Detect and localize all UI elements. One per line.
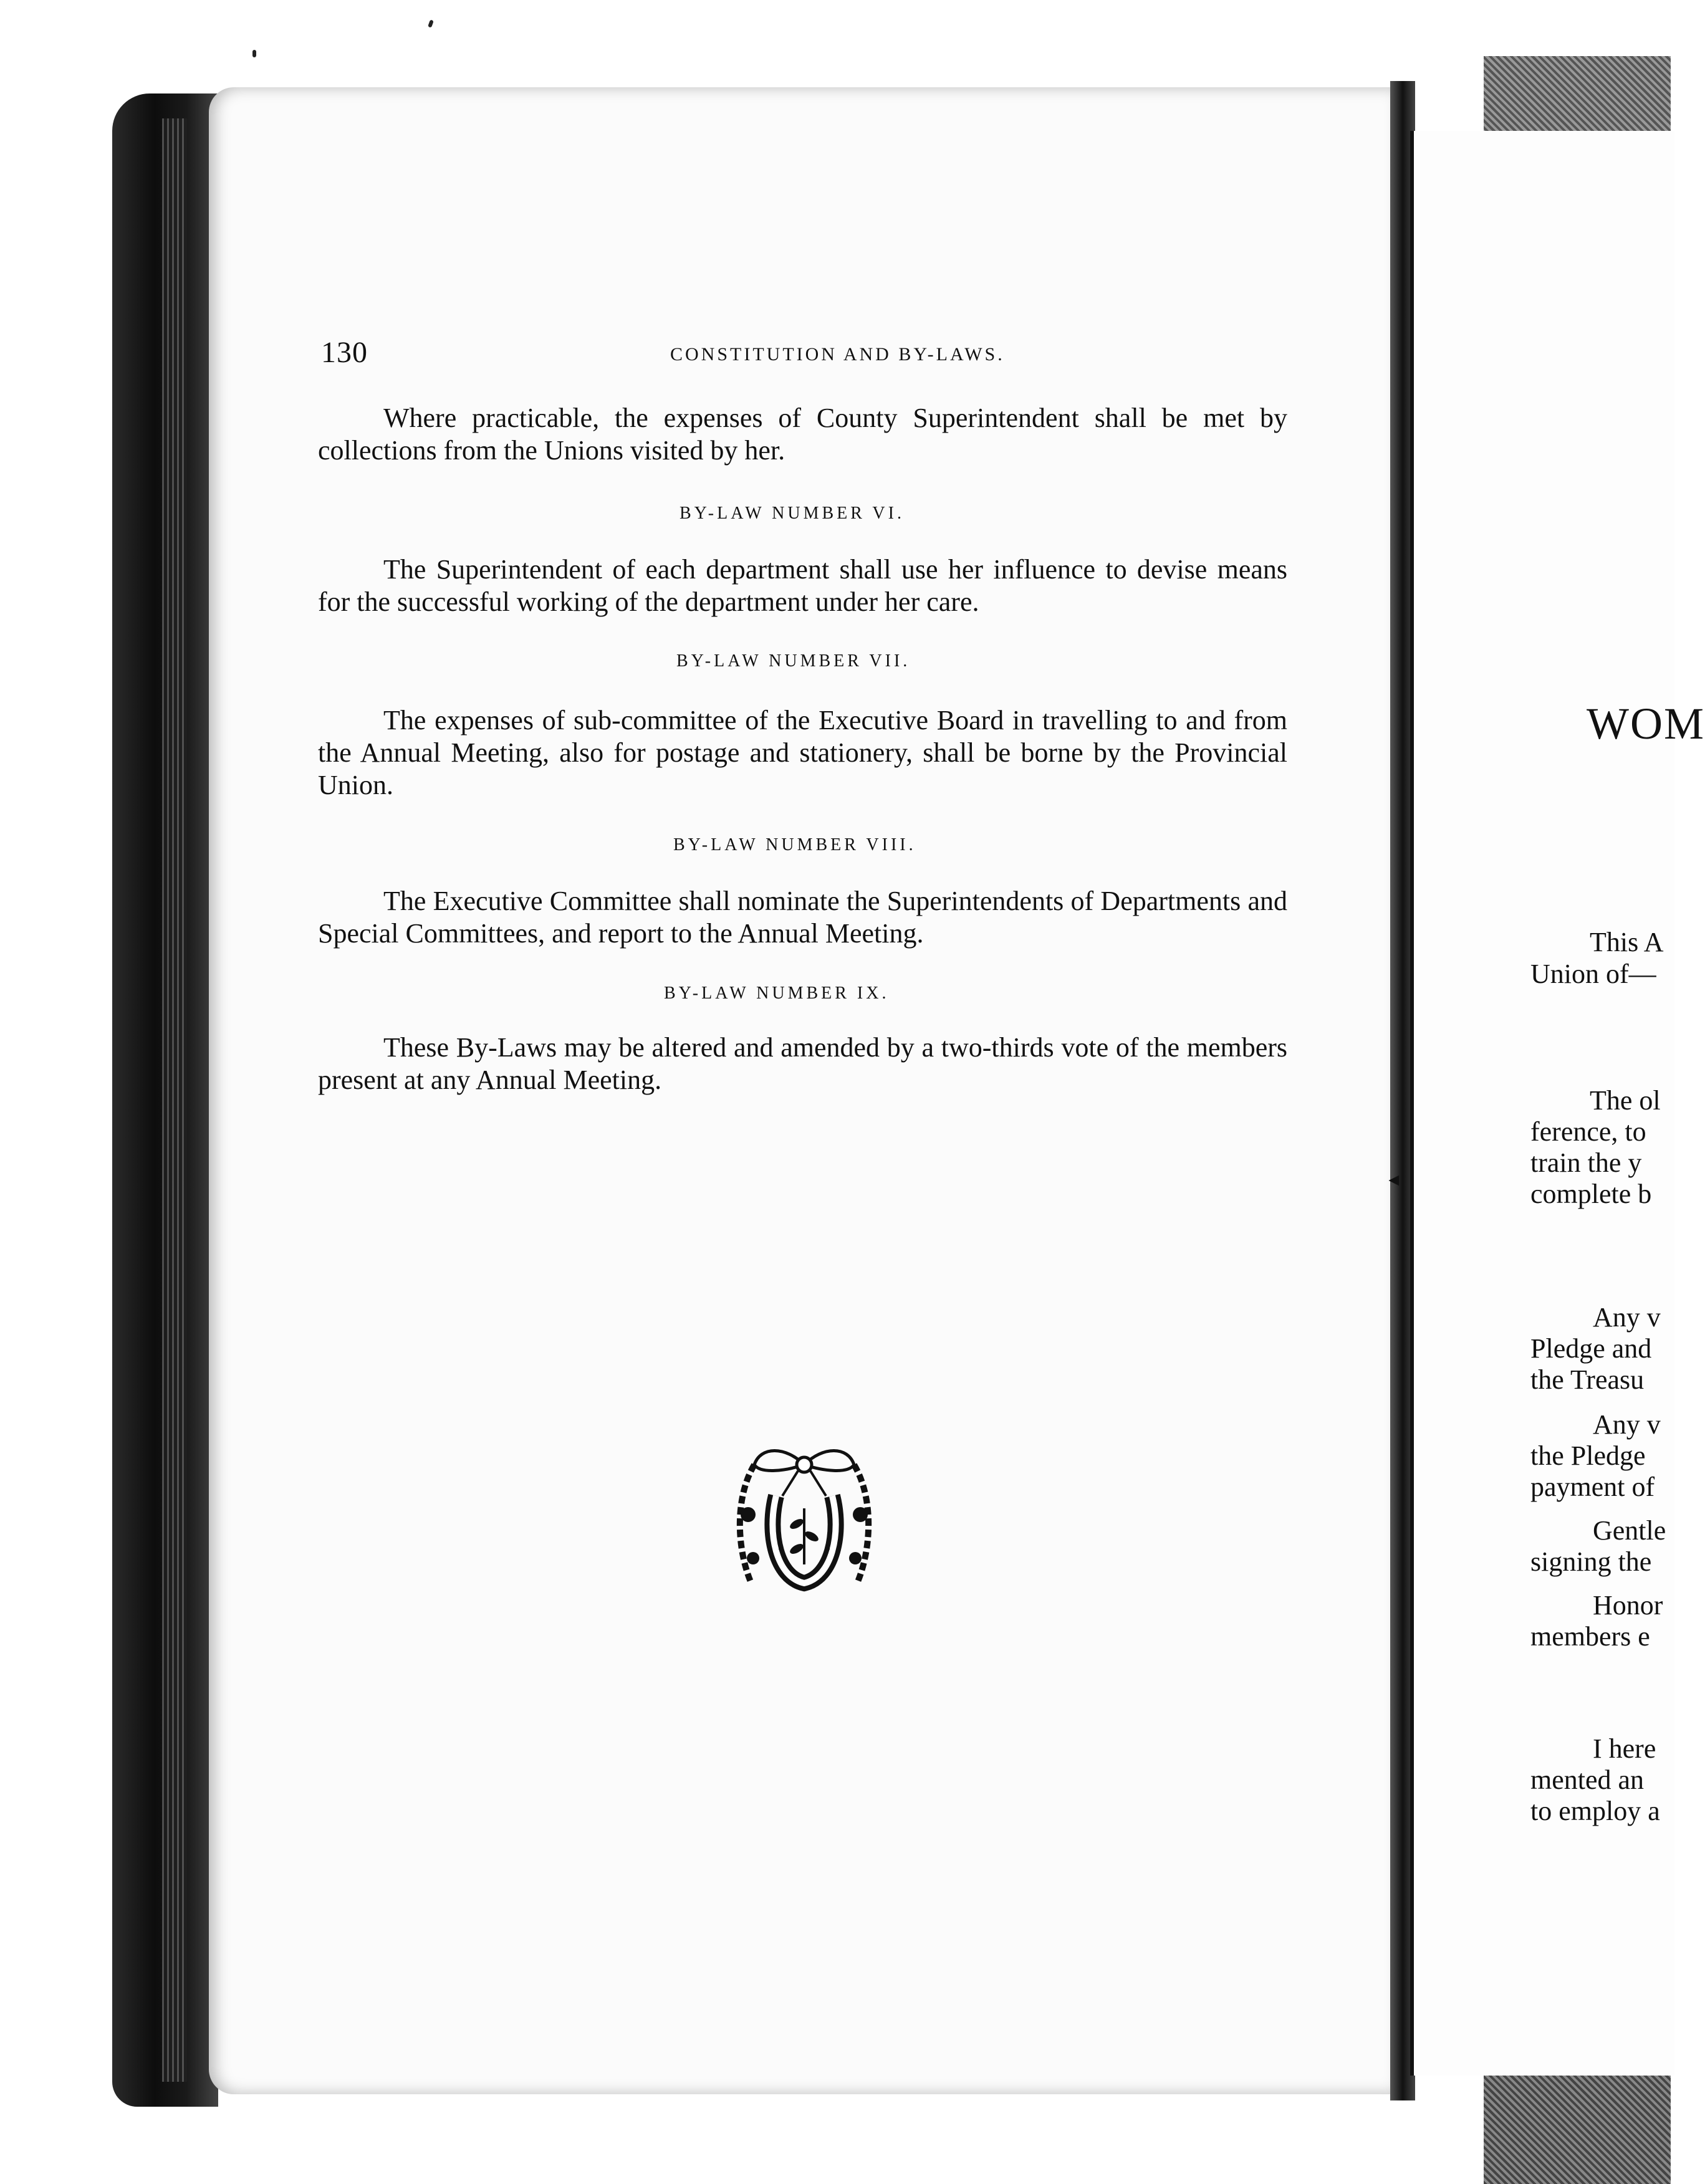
right-line: Honor xyxy=(1593,1590,1663,1621)
right-line: the Treasu xyxy=(1530,1364,1645,1395)
section-heading: BY-LAW NUMBER VII. xyxy=(676,651,911,671)
horseshoe-ribbon-ornament-icon xyxy=(723,1440,885,1602)
intro-paragraph: Where practicable, the expenses of County Superintendent shall be met by collections from the Unions visited by her. xyxy=(318,403,1287,466)
right-line: signing the xyxy=(1530,1546,1652,1577)
scan-marker: ◄ xyxy=(1385,1171,1403,1190)
right-line: mented an xyxy=(1530,1765,1645,1795)
scan-edge-top xyxy=(1484,56,1671,143)
section-text: These By-Laws may be altered and amended by a two-thirds vote of the members present at any Annual Meeting. xyxy=(318,1032,1287,1095)
right-line: complete b xyxy=(1530,1179,1652,1209)
right-line: Any v xyxy=(1593,1409,1661,1440)
right-line: Gentle xyxy=(1593,1515,1666,1546)
scan-edge-bottom xyxy=(1484,2076,1671,2184)
section-heading: BY-LAW NUMBER VI. xyxy=(680,504,905,523)
right-page-heading: WOM xyxy=(1587,699,1705,749)
section-text: The Executive Committee shall nominate the Superintendents of Departments and Special Committees, and report to the Annual Meeting. xyxy=(318,886,1287,949)
page-number: 130 xyxy=(321,336,368,369)
right-line: ference, to xyxy=(1530,1116,1646,1147)
right-line: Any v xyxy=(1593,1302,1661,1333)
right-line: the Pledge xyxy=(1530,1440,1646,1471)
running-head: CONSTITUTION AND BY-LAWS. xyxy=(670,344,1005,365)
right-line: members e xyxy=(1530,1621,1650,1652)
section-heading: BY-LAW NUMBER VIII. xyxy=(673,835,916,855)
section-heading: BY-LAW NUMBER IX. xyxy=(664,984,890,1003)
right-line: payment of xyxy=(1530,1472,1655,1502)
right-line: to employ a xyxy=(1530,1796,1660,1826)
section-text: The expenses of sub-committee of the Executive Board in travelling to and from the Annual Meeting, also for postage and stationery, shall be borne by the Provincial Union. xyxy=(318,705,1287,800)
right-line: The ol xyxy=(1590,1085,1661,1116)
binding-texture xyxy=(162,118,187,2082)
right-line: train the y xyxy=(1530,1147,1642,1178)
right-line: Pledge and xyxy=(1530,1333,1652,1364)
scan-speck xyxy=(252,50,256,57)
right-line: Union of— xyxy=(1530,959,1656,989)
section-text: The Superintendent of each department shall use her influence to devise means for the successful working of the department under her care. xyxy=(318,554,1287,617)
right-line: I here xyxy=(1593,1733,1656,1764)
right-line: This A xyxy=(1590,927,1664,957)
